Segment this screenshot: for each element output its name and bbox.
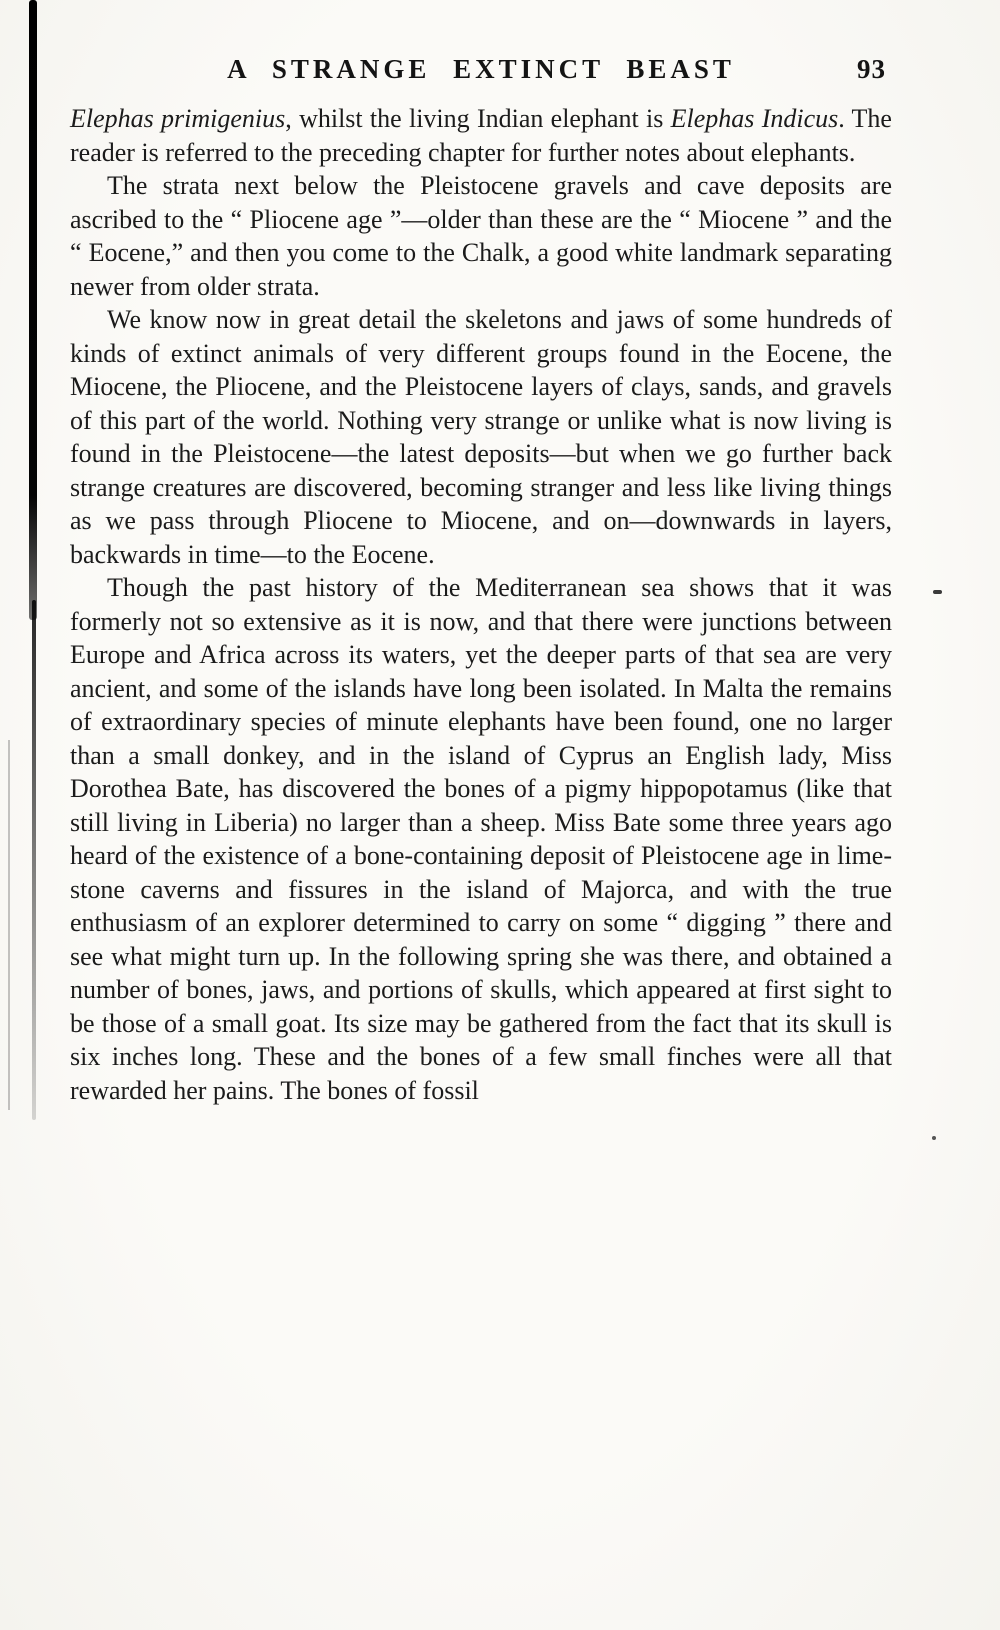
- binding-shadow-top: [29, 0, 37, 620]
- paragraph-1: [70, 102, 892, 169]
- page-body: [70, 102, 892, 1107]
- scan-artifact-dash: [933, 590, 942, 594]
- paragraph-2: The strata next below the Pleistocene gravels and cave deposits are ascribed to the “ Pliocene age ”—older than these are the “ Miocene ” and the “ Eocene,” and then you come to the Chalk, a good white landmark separating newer from older strata.: [70, 171, 892, 301]
- paragraph-3: We know now in great detail the skeletons and jaws of some hundreds of kinds of extinct animals of very different groups found in the Eocene, the Miocene, the Pliocene, and the Pleistocene layers of clays, sands, and gravels of this part of the world. Nothing very strange or unlike what is now living is found in the Pleistocene—the latest deposits—but when we go further back strange creatures are discovered, becoming stranger and less like living things as we pass through Pliocene to Miocene, and on—downwards in layers, backwards in time—to the Eocene.: [70, 305, 892, 569]
- binding-shadow-bottom: [32, 600, 36, 1120]
- page-number: 93: [857, 54, 886, 84]
- page-content: [70, 54, 892, 1107]
- chapter-title: A STRANGE EXTINCT BEAST: [227, 54, 735, 84]
- running-header: [70, 54, 892, 94]
- paragraph-4: Though the past history of the Mediterranean sea shows that it was formerly not so extensive as it is now, and that there were junctions between Europe and Africa across its waters, yet the deeper parts of that sea are very ancient, and some of the islands have long been isolated. In Malta the remains of extraordinary species of minute elephants have been found, one no larger than a small donkey, and in the island of Cyprus an English lady, Miss Dorothea Bate, has discovered the bones of a pigmy hippopotamus (like that still living in Liberia) no larger than a sheep. Miss Bate some three years ago heard of the existence of a bone-containing deposit of Pleistocene age in lime-stone caverns and fissures in the island of Majorca, and with the true enthusiasm of an explorer determined to carry on some “ digging ” there and see what might turn up. In the following spring she was there, and obtained a number of bones, jaws, and portions of skulls, which appeared at first sight to be those of a small goat. Its size may be gathered from the fact that its skull is six inches long. These and the bones of a few small finches were all that rewarded her pains. The bones of fossil: [70, 573, 892, 1105]
- latin-species-name: Elephas Indicus: [670, 104, 839, 133]
- scan-artifact-dot: [932, 1136, 936, 1140]
- paragraph-1-text: , whilst the living Indian elephant is: [285, 104, 671, 133]
- page-edge-line: [8, 740, 10, 1110]
- paragraph-1-text: . The reader is referred to the preceding chapter for further notes about elephants.: [70, 104, 892, 167]
- latin-species-name: Elephas primigenius: [70, 104, 286, 133]
